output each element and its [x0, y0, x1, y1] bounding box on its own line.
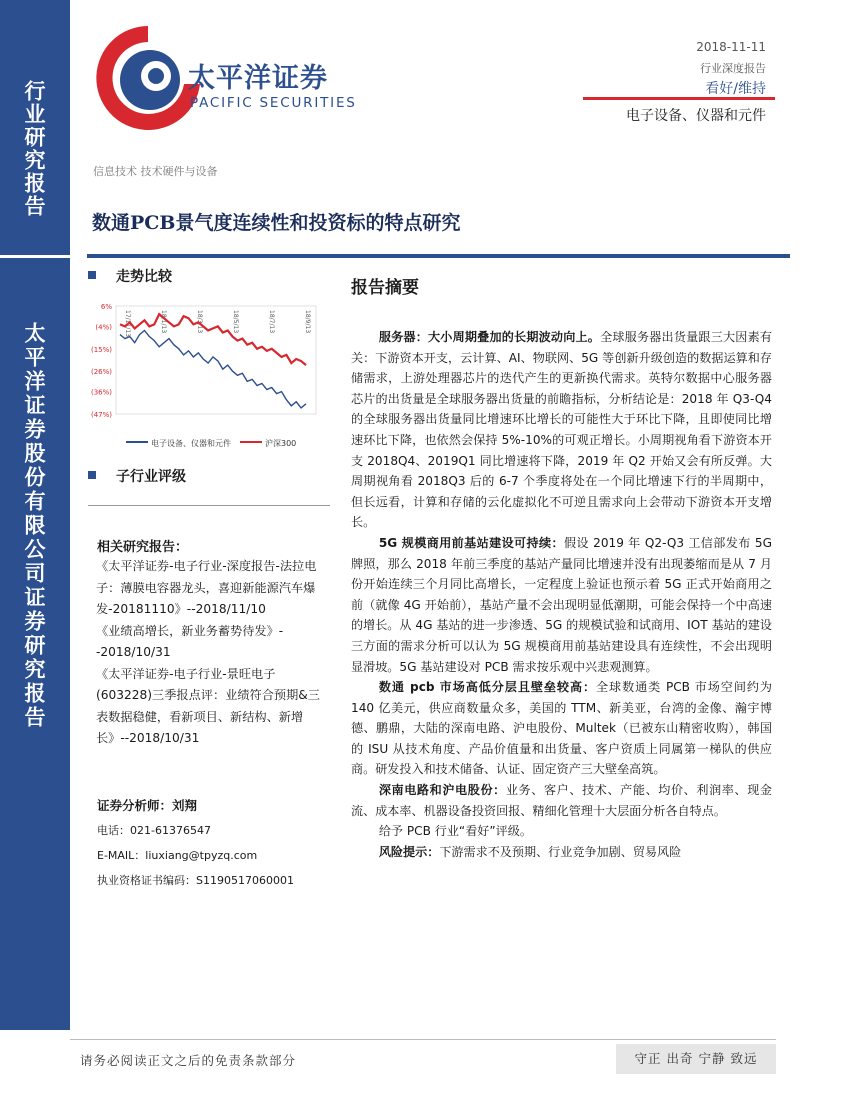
- paragraph-lead: 深南电路和沪电股份：: [378, 783, 506, 798]
- y-tick-label: (4%): [95, 323, 112, 332]
- paragraph-text: 下游需求不及预期、行业竞争加剧、贸易风险: [439, 844, 682, 859]
- paragraph-text: 假设 2019 年 Q2-Q3 工信部发布 5G 牌照，那么 2018 年前三季度的基站产量同比增速并没有出现萎缩而是从 7 月份开始连续三个月同比高增长，一定程度上验证也预示着 5G 正式开始商用之前（就像 4G 开始前），基站产量不会出现明显低潮期，可能会保持一个中高速的增长。从 4G 基站的进一步渗透、5G 的规模试验和试商用、IOT 基站的建设三方面的需求分析可以认为 5G 规模商用前基站建设具有连续性，不会出现明显滑坡。5G 基站建设对 PCB 需求按乐观中兴悲观测算。: [351, 535, 772, 674]
- paragraph-text: 业务、客户、技术、产能、均价、利润率、现金流、成本率、机器设备投资回报、精细化管理十大层面分析各自特点。: [351, 783, 772, 818]
- trend-heading: [88, 266, 172, 286]
- left-divider: [88, 505, 330, 506]
- trend-chart-svg: [88, 296, 328, 436]
- paragraph-lead: 数通 pcb 市场高低分层且壁垒较高：: [378, 680, 597, 695]
- paragraph-lead: 服务器：大小周期叠加的长期波动向上。: [378, 330, 601, 344]
- sub-rating-heading: [88, 466, 186, 486]
- related-reports-list: [96, 556, 322, 750]
- legend-label-index: 沪深300: [265, 439, 297, 448]
- report-date: 2018-11-11: [696, 40, 766, 54]
- trend-heading-text: 走势比较: [116, 269, 172, 285]
- side-label-report-type: 行业研究报告: [22, 80, 47, 218]
- summary-paragraph: [351, 780, 772, 821]
- y-tick-label: (36%): [90, 388, 112, 397]
- related-report-item[interactable]: 《太平洋证券-电子行业-景旺电子(603228)三季报点评：业绩符合预期&三表数据稳健，看新项目、新结构、新增长》--2018/10/31: [96, 666, 320, 745]
- logo-text-cn: 太平洋证券: [188, 63, 328, 94]
- analyst-email[interactable]: E-MAIL：liuxiang@tpyzq.com: [97, 849, 258, 862]
- related-report-item[interactable]: 《太平洋证券-电子行业-深度报告-法拉电子：薄膜电容器龙头，喜迎新能源汽车爆发-20181110》--2018/11/10: [96, 559, 317, 616]
- summary-paragraph: [351, 821, 772, 842]
- paragraph-text: 全球数通类 PCB 市场空间约为 140 亿美元，供应商数量众多，美国的 TTM、新美亚，台湾的金像、瀚宇博德、鹏鼎，大陆的深南电路、沪电股份、Multek（已被东山精密收购），韩国的 ISU 从技术角度、产品价值量和出货量、客户资质上同属第一梯队的供应商。研发投入和技术储备、认证、固定资产三大壁垒高筑。: [351, 680, 772, 777]
- trend-chart: [88, 296, 328, 436]
- related-reports-heading: 相关研究报告：: [97, 540, 189, 555]
- summary-paragraph: [351, 533, 772, 677]
- legend-line-sector-icon: [126, 441, 148, 443]
- logo-text-en: PACIFIC SECURITIES: [190, 95, 357, 111]
- y-tick-label: 6%: [100, 303, 112, 311]
- summary-title: 报告摘要: [351, 278, 419, 298]
- summary-paragraph: [351, 842, 772, 863]
- side-label-company: 太平洋证券股份有限公司证券研究报告: [22, 322, 47, 730]
- series-line-0: [120, 330, 306, 407]
- analyst-cert: 执业资格证书编码：S1190517060001: [97, 874, 294, 887]
- x-tick-label: 18/3/13: [196, 310, 203, 334]
- related-report-item[interactable]: 《业绩高增长，新业务蓄势待发》--2018/10/31: [96, 623, 284, 659]
- legend-item-sector: [126, 438, 231, 449]
- analyst-phone: 电话：021-61376547: [97, 824, 211, 837]
- summary-paragraph: [351, 677, 772, 780]
- y-tick-label: (15%): [90, 345, 112, 354]
- footer-disclaimer: 请务必阅读正文之后的免责条款部分: [80, 1053, 297, 1068]
- x-tick-label: 18/1/13: [160, 310, 167, 334]
- paragraph-text: 给予 PCB 行业“看好”评级。: [378, 824, 532, 839]
- summary-paragraph: [351, 327, 772, 533]
- paragraph-lead: 5G 规模商用前基站建设可持续：: [378, 535, 564, 550]
- title-divider: [87, 254, 790, 258]
- bullet-square-icon: [88, 271, 96, 279]
- bullet-square-icon: [88, 471, 96, 479]
- x-tick-label: 18/9/13: [304, 310, 311, 334]
- x-tick-label: 18/7/13: [268, 310, 275, 334]
- footer-motto: 守正 出奇 宁静 致远: [616, 1044, 776, 1074]
- legend-line-index-icon: [240, 441, 262, 443]
- x-tick-label: 17/11/13: [124, 310, 131, 337]
- legend-label-sector: 电子设备、仪器和元件: [151, 439, 231, 448]
- report-type: 行业深度报告: [700, 62, 766, 75]
- sector-label: 电子设备、仪器和元件: [626, 108, 766, 124]
- footer-divider: [70, 1039, 776, 1040]
- summary-body: [351, 327, 772, 862]
- paragraph-lead: 风险提示：: [378, 844, 440, 859]
- sub-rating-heading-text: 子行业评级: [116, 469, 186, 485]
- paragraph-text: 全球服务器出货量跟三大因素有关：下游资本开支，云计算、AI、物联网、5G 等创新升级创造的数据运算和存储需求，上游处理器芯片的迭代产生的更新换代需求。英特尔数据中心服务器芯片的出货量是全球服务器出货量的前瞻指标，分析结论是：2018 年 Q3-Q4 的全球服务器出货量同比增速环比增长的可能性大于环比下降，且即使同比增速环比下降，也依然会保持 5%-10%的可观正增长。小周期视角看下游资本开支 2018Q4、2019Q1 同比增速将下降，2019 年 Q2 开始又会有所反弹。大周期视角看 2018Q3 后的 6-7 个季度将处在一个同比增速下行的半周期中，但长远看，计算和存储的云化虚拟化不可逆且需求向上会带动下游资本开支增长。: [351, 330, 772, 530]
- header-divider: [583, 97, 775, 100]
- legend-item-index: [240, 438, 296, 449]
- y-tick-label: (47%): [90, 411, 112, 419]
- rating-label: 看好/维持: [705, 81, 766, 97]
- category-breadcrumb: 信息技术 技术硬件与设备: [93, 165, 218, 178]
- report-title: 数通PCB景气度连续性和投资标的特点研究: [92, 212, 461, 234]
- x-tick-label: 18/5/13: [232, 310, 239, 334]
- analyst-name: 证券分析师：刘翔: [97, 798, 198, 813]
- y-tick-label: (26%): [90, 368, 112, 377]
